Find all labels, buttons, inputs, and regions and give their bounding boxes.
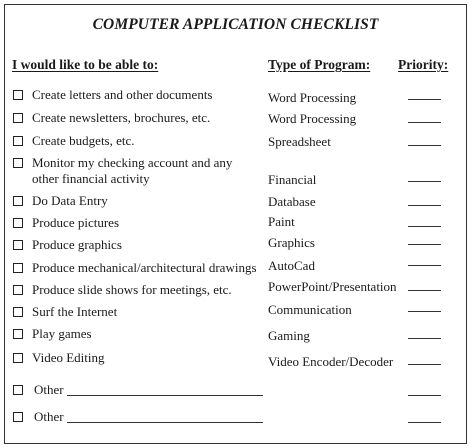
other-fill-line[interactable] [67,422,263,423]
item-program: Gaming [268,328,310,343]
item-label: Produce pictures [32,215,120,230]
priority-blank[interactable] [408,226,441,227]
priority-blank[interactable] [408,311,441,312]
priority-blank[interactable] [408,99,441,100]
priority-blank[interactable] [408,338,441,339]
priority-blank[interactable] [408,145,441,146]
item-program: Financial [268,172,317,187]
checkbox-icon[interactable] [13,412,23,422]
page-title: COMPUTER APPLICATION CHECKLIST [92,16,379,33]
item-label: Monitor my checking account and any [32,155,233,170]
checkbox-icon[interactable] [13,329,23,339]
checkbox-icon[interactable] [13,113,23,123]
priority-blank[interactable] [408,122,441,123]
item-program: AutoCad [268,258,315,273]
item-label: Surf the Internet [32,304,118,319]
priority-blank[interactable] [408,422,441,423]
checkbox-icon[interactable] [13,285,23,295]
checkbox-icon[interactable] [13,385,23,395]
checkbox-icon[interactable] [13,353,23,363]
checkbox-icon[interactable] [13,136,23,146]
column-header-wish: I would like to be able to: [12,57,159,72]
item-program: Database [268,194,316,209]
priority-blank[interactable] [408,181,441,182]
item-label: Produce mechanical/architectural drawings [32,260,257,275]
item-label: Other [34,382,64,397]
item-program: Spreadsheet [268,134,331,149]
other-fill-line[interactable] [67,395,263,396]
checkbox-icon[interactable] [13,240,23,250]
priority-blank[interactable] [408,244,441,245]
checkbox-icon[interactable] [13,158,23,168]
column-header-program: Type of Program: [268,57,371,72]
item-program: PowerPoint/Presentation [268,279,397,294]
item-label: Produce slide shows for meetings, etc. [32,282,232,297]
priority-blank[interactable] [408,290,441,291]
checkbox-icon[interactable] [13,90,23,100]
item-label: Play games [32,326,92,341]
item-label-continued: other financial activity [32,171,150,186]
checklist-page [4,4,467,444]
column-header-priority: Priority: [398,57,449,72]
item-label: Do Data Entry [32,193,108,208]
item-label: Create newsletters, brochures, etc. [32,110,211,125]
priority-blank[interactable] [408,265,441,266]
priority-blank[interactable] [408,395,441,396]
item-label: Create budgets, etc. [32,133,135,148]
item-program: Video Encoder/Decoder [268,354,394,369]
priority-blank[interactable] [408,205,441,206]
item-label: Video Editing [32,350,105,365]
priority-blank[interactable] [408,364,441,365]
item-program: Graphics [268,235,315,250]
checkbox-icon[interactable] [13,307,23,317]
item-program: Word Processing [268,111,357,126]
item-program: Word Processing [268,90,357,105]
item-label: Produce graphics [32,237,122,252]
checkbox-icon[interactable] [13,218,23,228]
item-label: Other [34,409,64,424]
item-program: Communication [268,302,352,317]
item-label: Create letters and other documents [32,87,213,102]
item-program: Paint [268,214,295,229]
checkbox-icon[interactable] [13,196,23,206]
checkbox-icon[interactable] [13,263,23,273]
